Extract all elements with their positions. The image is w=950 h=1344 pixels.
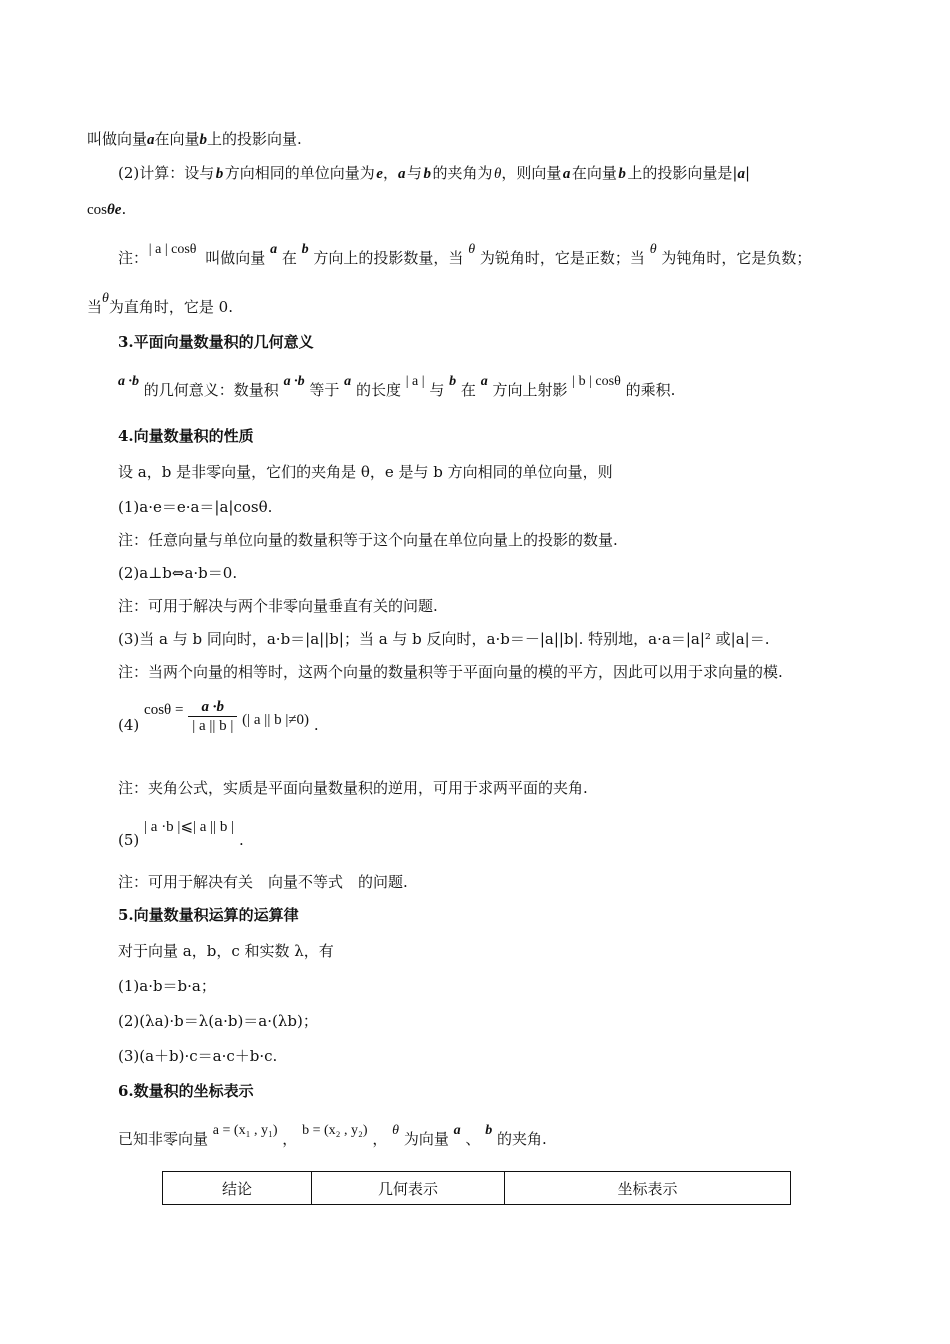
text: 在 [460, 381, 476, 399]
text: 方向上的投影数量，当 [313, 249, 464, 267]
text: 方向上射影 [492, 381, 568, 399]
vector-a: a [344, 374, 352, 389]
text: | [744, 164, 751, 182]
text: 的几何意义：数量积 [143, 381, 279, 399]
fraction [188, 698, 237, 735]
text: 已知非零向量 [118, 1130, 209, 1148]
fraction-denominator: | a || b | [192, 717, 234, 734]
property-1-note: 注：任意向量与单位向量的数量积等于这个向量在单位向量上的投影的数量. [118, 531, 618, 549]
theta: θ [392, 1123, 400, 1138]
formula-b-cos: | b | cosθ [572, 374, 621, 389]
laws-intro: 对于向量 a，b，c 和实数 λ，有 [118, 942, 334, 960]
geometric-meaning-line [118, 374, 676, 402]
text: ， [382, 164, 398, 182]
table-header-row [163, 1172, 791, 1205]
text: ， [282, 1130, 298, 1148]
text: 叫做向量 [205, 249, 266, 267]
text: 上的投影向量. [207, 130, 302, 148]
property-2-note: 注：可用于解决与两个非零向量垂直有关的问题. [118, 597, 438, 615]
formula-magnitude: | a | cosθ [148, 242, 197, 257]
vector-b: b [449, 374, 457, 389]
table-header-conclusion: 结论 [163, 1172, 312, 1205]
theta: θ [468, 242, 476, 257]
section-5-heading: 5.向量数量积运算的运算律 [118, 906, 299, 924]
text: 注： [118, 249, 149, 267]
text: 的夹角为 [432, 164, 493, 182]
formula-cauchy-inequality: | a ·b |⩽| a || b | [144, 819, 235, 835]
text: 的长度 [355, 381, 401, 399]
law-3: (3)(a＋b)·c＝a·c＋b·c. [118, 1047, 278, 1065]
projection-definition-line [87, 129, 302, 150]
text: ，则向量 [501, 164, 562, 182]
section-4-heading: 4.向量数量积的性质 [118, 427, 254, 445]
table-header-geometric: 几何表示 [312, 1172, 505, 1205]
theta: θ [107, 202, 115, 218]
theta: θ [649, 242, 657, 257]
formula-abs-a: | a | [405, 374, 425, 389]
vector-b: b [199, 132, 208, 148]
vector-e: e [114, 202, 122, 218]
property-4-angle-formula [118, 692, 319, 734]
property-5-inequality [118, 808, 244, 849]
text: (5) [118, 831, 140, 849]
formula-dot-product: a ·b [283, 374, 305, 389]
table-header-coordinate: 坐标表示 [505, 1172, 791, 1205]
note-projection-line-cont [87, 291, 233, 319]
property-3: (3)当 a 与 b 同向时，a·b＝|a||b|；当 a 与 b 反向时，a·b＝－|a||b|. 特别地，a·a＝|a|² 或|a|＝. [118, 630, 770, 648]
property-3-note: 注：当两个向量的相等时，这两个向量的数量积等于平面向量的模的平方，因此可以用于求向量的模. [118, 663, 783, 681]
text: 在向量 [154, 130, 200, 148]
text: 、 [465, 1130, 481, 1148]
text: ， [372, 1130, 388, 1148]
text: cos [87, 202, 107, 218]
coordinate-intro [118, 1123, 547, 1151]
formula-condition: (| a || b |≠0) [242, 712, 310, 728]
section-3-heading: 3.平面向量数量积的几何意义 [118, 333, 314, 351]
vector-a: a [562, 166, 571, 182]
formula-vector-a-coords: a = (x₁ , y₁) [212, 1123, 278, 1138]
vector-a: a [147, 132, 155, 148]
text: 的夹角. [496, 1130, 547, 1148]
text: 与 [406, 164, 422, 182]
vector-a: a [737, 166, 745, 182]
property-4-note: 注：夹角公式，实质是平面向量数量积的逆用，可用于求两平面的夹角. [118, 779, 588, 797]
text: . [313, 716, 319, 734]
text: 上的投影向量是| [627, 164, 738, 182]
vector-a: a [453, 1123, 461, 1138]
text: . [238, 831, 244, 849]
property-5-note: 注：可用于解决有关 向量不等式 的问题. [118, 873, 408, 891]
coordinate-table [162, 1171, 791, 1205]
vector-b: b [485, 1123, 493, 1138]
property-2: (2)a⊥b⇔a·b＝0. [118, 564, 238, 582]
vector-b: b [423, 166, 431, 182]
note-projection-line [118, 242, 812, 270]
vector-e: e [376, 166, 383, 182]
theta: θ [102, 291, 109, 306]
text: 当 [87, 298, 103, 316]
vector-b: b [301, 242, 309, 257]
fraction-numerator: a ·b [188, 698, 237, 717]
vector-a: a [270, 242, 278, 257]
vector-b: b [618, 166, 626, 182]
formula-dot-product: a ·b [118, 374, 139, 389]
law-1: (1)a·b＝b·a； [118, 977, 216, 995]
property-1: (1)a·e＝e·a＝|a|cosθ. [118, 498, 273, 516]
vector-a: a [397, 166, 406, 182]
text: (2)计算：设与 [118, 164, 215, 182]
text: (4) [118, 716, 140, 734]
calc-line-cont [87, 199, 126, 220]
text: 为向量 [403, 1130, 449, 1148]
text: 的乘积. [625, 381, 676, 399]
section-6-heading: 6.数量积的坐标表示 [118, 1082, 254, 1100]
text: 为直角时，它是 0. [108, 298, 233, 316]
text: 在 [281, 249, 297, 267]
text: 与 [429, 381, 445, 399]
law-2: (2)(λa)·b＝λ(a·b)＝a·(λb)； [118, 1012, 318, 1030]
text: 叫做向量 [87, 130, 148, 148]
vector-b: b [215, 166, 224, 182]
properties-intro: 设 a，b 是非零向量，它们的夹角是 θ，e 是与 b 方向相同的单位向量，则 [118, 463, 613, 481]
calc-line [118, 163, 750, 184]
text: 方向相同的单位向量为 [224, 164, 375, 182]
formula-vector-b-coords: b = (x₂ , y₂) [302, 1123, 368, 1138]
text: 为锐角时，它是正数；当 [479, 249, 645, 267]
text: 为钝角时，它是负数； [661, 249, 812, 267]
text: 在向量 [571, 164, 617, 182]
vector-a: a [480, 374, 488, 389]
text: . [121, 200, 127, 218]
text: 等于 [309, 381, 340, 399]
formula-cos-theta: cosθ = [144, 702, 184, 718]
theta: θ [493, 166, 502, 182]
